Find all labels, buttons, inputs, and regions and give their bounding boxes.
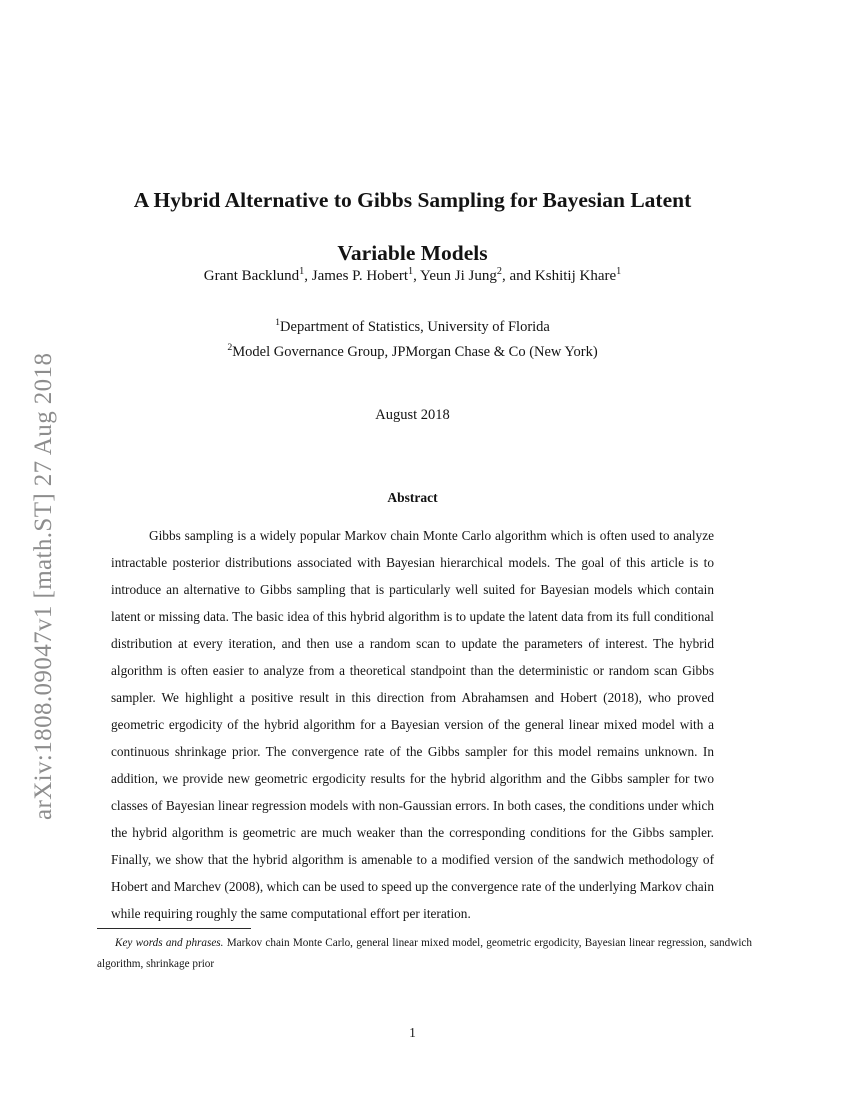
affiliation-line [111, 340, 714, 365]
author-name: Kshitij Khare [534, 268, 617, 284]
affiliation-text: Department of Statistics, University of Florida [280, 319, 550, 335]
affiliation-line [111, 315, 714, 340]
author-affiliation-marker: 1 [299, 266, 305, 277]
author-separator: , [413, 268, 421, 284]
page-title: A Hybrid Alternative to Gibbs Sampling for Bayesian Latent Variable Models [133, 188, 692, 266]
publication-date: August 2018 [375, 407, 450, 423]
affiliation-list [111, 315, 714, 365]
author-name: Grant Backlund [203, 268, 300, 284]
author-affiliation-marker: 2 [496, 266, 502, 277]
keywords-footnote [97, 933, 752, 975]
affiliation-text: Model Governance Group, JPMorgan Chase & Co (New York) [232, 344, 598, 360]
author-affiliation-marker: 1 [616, 266, 622, 277]
abstract-body: Gibbs sampling is a widely popular Markov chain Monte Carlo algorithm which is often used to analyze intractable posterior distributions associated with Bayesian hierarchical models. The goal of this article is to introduce an alternative to Gibbs sampling that is particularly well suited for Bayesian models which contain latent or missing data. The basic idea of this hybrid algorithm is to update the latent data from its full conditional distribution at every iteration, and then use a random scan to update the parameters of interest. The hybrid algorithm is often easier to analyze from a theoretical standpoint than the deterministic or random scan Gibbs sampler. We highlight a positive result in this direction from Abrahamsen and Hobert (2018), who proved geometric ergodicity of the hybrid algorithm for a Bayesian version of the general linear mixed model with a continuous shrinkage prior. The convergence rate of the Gibbs sampler for this model remains unknown. In addition, we provide new geometric ergodicity results for the hybrid algorithm and the Gibbs sampler for two classes of Bayesian linear regression models with non-Gaussian errors. In both cases, the conditions under which the hybrid algorithm is geometric are much weaker than the corresponding conditions for the Gibbs sampler. Finally, we show that the hybrid algorithm is amenable to a modified version of the sandwich methodology of Hobert and Marchev (2008), which can be used to speed up the convergence rate of the underlying Markov chain while requiring roughly the same computational effort per iteration. [111, 528, 714, 921]
keywords-label: Key words and phrases. [115, 937, 224, 949]
author-name: James P. Hobert [311, 268, 408, 284]
page-number: 1 [409, 1025, 416, 1040]
author-affiliation-marker: 1 [408, 266, 414, 277]
affiliation-marker: 1 [275, 317, 281, 329]
keywords-text: Markov chain Monte Carlo, general linear mixed model, geometric ergodicity, Bayesian linear regression, sandwich algorithm, shrinkage prior [97, 937, 752, 970]
author-separator: , and [501, 268, 535, 284]
author-name: Yeun Ji Jung [420, 268, 497, 284]
author-list [111, 268, 714, 285]
abstract-heading: Abstract [387, 490, 438, 505]
arxiv-stamp: arXiv:1808.09047v1 [math.ST] 27 Aug 2018 [30, 352, 57, 820]
footnote-divider [97, 928, 251, 929]
author-separator: , [304, 268, 312, 284]
affiliation-marker: 2 [227, 342, 233, 354]
